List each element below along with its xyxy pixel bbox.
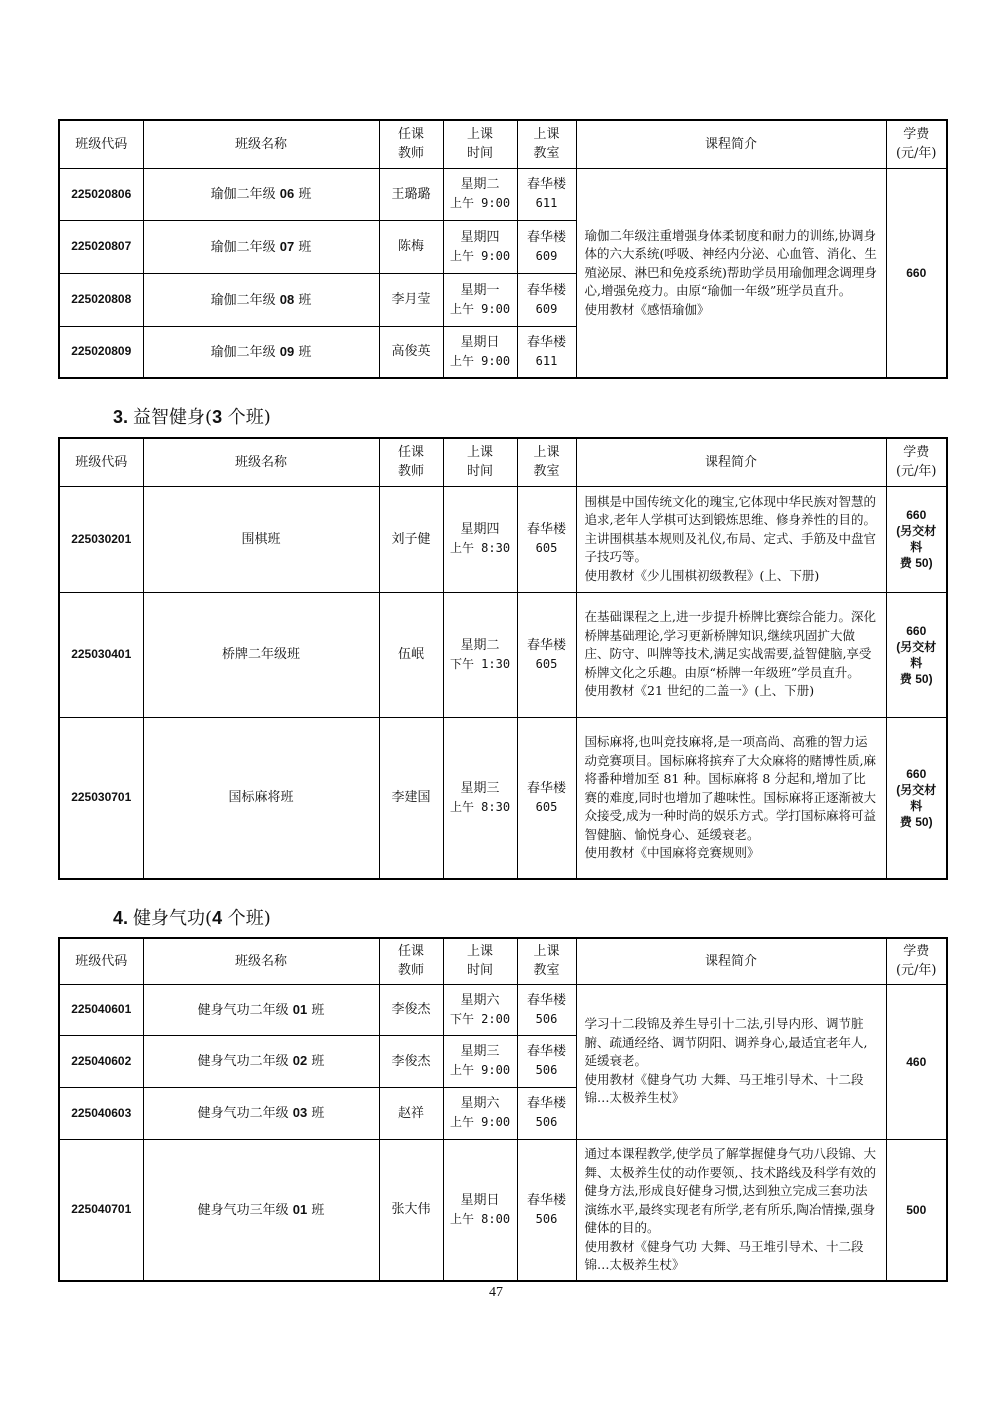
class-name: 瑜伽二年级 06 班 bbox=[143, 168, 379, 220]
teacher: 伍岷 bbox=[379, 592, 443, 717]
teacher: 李俊杰 bbox=[379, 984, 443, 1035]
tuition-fee: 660 (另交材料 费 50) bbox=[886, 717, 947, 879]
classroom: 春华楼 609 bbox=[517, 220, 576, 273]
teacher: 李月莹 bbox=[379, 273, 443, 326]
class-code: 225040603 bbox=[59, 1087, 143, 1139]
header-time: 上课 时间 bbox=[443, 438, 517, 486]
class-name: 桥牌二年级班 bbox=[143, 592, 379, 717]
class-name: 健身气功二年级 01 班 bbox=[143, 984, 379, 1035]
class-code: 225040602 bbox=[59, 1035, 143, 1087]
course-description: 学习十二段锦及养生导引十二法,引导内形、调节脏腑、疏通经络、调节阴阳、调养身心,最适宜老年人,延缓衰老。 使用教材《健身气功 大舞、马王堆引导术、十二段锦…太极养生杖》 bbox=[576, 984, 886, 1139]
table-row bbox=[59, 592, 947, 717]
teacher: 王璐璐 bbox=[379, 168, 443, 220]
schedule: 星期二 上午 9:00 bbox=[443, 168, 517, 220]
class-name: 围棋班 bbox=[143, 486, 379, 592]
course-description: 瑜伽二年级注重增强身体柔韧度和耐力的训练,协调身体的六大系统(呼吸、神经内分泌、心血管、消化、生殖泌尿、淋巴和免疫系统)帮助学员用瑜伽理念调理身心,增强免疫力。由原“瑜伽一年级”班学员直升。 使用教材《感悟瑜伽》 bbox=[576, 168, 886, 378]
tuition-fee: 660 (另交材料 费 50) bbox=[886, 592, 947, 717]
header-fee: 学费 (元/年) bbox=[886, 120, 947, 168]
class-code: 225020807 bbox=[59, 220, 143, 273]
class-name: 健身气功二年级 03 班 bbox=[143, 1087, 379, 1139]
header-name: 班级名称 bbox=[143, 120, 379, 168]
teacher: 赵祥 bbox=[379, 1087, 443, 1139]
class-name: 瑜伽二年级 08 班 bbox=[143, 273, 379, 326]
section-heading-4: 4. 健身气功(4 个班) bbox=[113, 908, 271, 929]
tuition-fee: 660 (另交材料 费 50) bbox=[886, 486, 947, 592]
page-number: 47 bbox=[489, 1285, 503, 1300]
course-description: 国标麻将,也叫竞技麻将,是一项高尚、高雅的智力运动竞赛项目。国标麻将摈弃了大众麻将的赌博性质,麻将番种增加至 81 种。国标麻将 8 分起和,增加了比赛的难度,同时也增加了趣味性。国标麻将正逐渐被大众接受,成为一种时尚的娱乐方式。学打国标麻将可益智健脑、愉悦身心、延缓衰老。 使用教材《中国麻将竞赛规则》 bbox=[576, 717, 886, 879]
schedule: 星期日 上午 9:00 bbox=[443, 326, 517, 378]
schedule: 星期一 上午 9:00 bbox=[443, 273, 517, 326]
header-teacher: 任课 教师 bbox=[379, 120, 443, 168]
table-row bbox=[59, 984, 947, 1035]
class-code: 225030401 bbox=[59, 592, 143, 717]
header-teacher: 任课 教师 bbox=[379, 438, 443, 486]
puzzle-fitness-classes-table bbox=[58, 437, 948, 880]
course-description: 围棋是中国传统文化的瑰宝,它体现中华民族对智慧的追求,老年人学棋可达到锻炼思维、修身养性的目的。主讲围棋基本规则及礼仪,布局、定式、手筋及中盘官子技巧等。 使用教材《少儿围棋初级教程》(上、下册) bbox=[576, 486, 886, 592]
header-fee: 学费 (元/年) bbox=[886, 938, 947, 984]
header-desc: 课程简介 bbox=[576, 438, 886, 486]
schedule: 星期日 上午 8:00 bbox=[443, 1139, 517, 1281]
course-description: 在基础课程之上,进一步提升桥牌比赛综合能力。深化桥牌基础理论,学习更新桥牌知识,继续巩固扩大做庄、防守、叫牌等技术,满足实战需要,益智健脑,享受桥牌文化之乐趣。由原“桥牌一年级班”学员直升。 使用教材《21 世纪的二盖一》(上、下册) bbox=[576, 592, 886, 717]
header-room: 上课 教室 bbox=[517, 938, 576, 984]
yoga-classes-table bbox=[58, 119, 948, 379]
class-code: 225040701 bbox=[59, 1139, 143, 1281]
tuition-fee: 460 bbox=[886, 984, 947, 1139]
teacher: 陈梅 bbox=[379, 220, 443, 273]
classroom: 春华楼 506 bbox=[517, 1139, 576, 1281]
header-name: 班级名称 bbox=[143, 938, 379, 984]
table-header bbox=[59, 938, 947, 984]
table-header bbox=[59, 438, 947, 486]
table-row bbox=[59, 486, 947, 592]
schedule: 星期三 上午 9:00 bbox=[443, 1035, 517, 1087]
tuition-fee: 660 bbox=[886, 168, 947, 378]
table-row bbox=[59, 168, 947, 220]
schedule: 星期四 上午 9:00 bbox=[443, 220, 517, 273]
header-teacher: 任课 教师 bbox=[379, 938, 443, 984]
classroom: 春华楼 506 bbox=[517, 984, 576, 1035]
schedule: 星期三 上午 8:30 bbox=[443, 717, 517, 879]
classroom: 春华楼 605 bbox=[517, 592, 576, 717]
classroom: 春华楼 611 bbox=[517, 326, 576, 378]
class-code: 225020806 bbox=[59, 168, 143, 220]
teacher: 刘子健 bbox=[379, 486, 443, 592]
classroom: 春华楼 609 bbox=[517, 273, 576, 326]
table-header bbox=[59, 120, 947, 168]
classroom: 春华楼 605 bbox=[517, 486, 576, 592]
header-room: 上课 教室 bbox=[517, 438, 576, 486]
header-desc: 课程简介 bbox=[576, 120, 886, 168]
header-time: 上课 时间 bbox=[443, 938, 517, 984]
table-row bbox=[59, 717, 947, 879]
class-name: 国标麻将班 bbox=[143, 717, 379, 879]
header-code: 班级代码 bbox=[59, 120, 143, 168]
class-code: 225040601 bbox=[59, 984, 143, 1035]
schedule: 星期二 下午 1:30 bbox=[443, 592, 517, 717]
header-code: 班级代码 bbox=[59, 438, 143, 486]
tuition-fee: 500 bbox=[886, 1139, 947, 1281]
class-name: 瑜伽二年级 07 班 bbox=[143, 220, 379, 273]
classroom: 春华楼 506 bbox=[517, 1035, 576, 1087]
class-code: 225020808 bbox=[59, 273, 143, 326]
header-time: 上课 时间 bbox=[443, 120, 517, 168]
schedule: 星期六 上午 9:00 bbox=[443, 1087, 517, 1139]
header-code: 班级代码 bbox=[59, 938, 143, 984]
schedule: 星期四 上午 8:30 bbox=[443, 486, 517, 592]
class-name: 健身气功二年级 02 班 bbox=[143, 1035, 379, 1087]
header-fee: 学费 (元/年) bbox=[886, 438, 947, 486]
header-room: 上课 教室 bbox=[517, 120, 576, 168]
schedule: 星期六 下午 2:00 bbox=[443, 984, 517, 1035]
section-heading-3: 3. 益智健身(3 个班) bbox=[113, 407, 271, 428]
table-row bbox=[59, 1139, 947, 1281]
qigong-classes-table bbox=[58, 937, 948, 1282]
course-description: 通过本课程教学,使学员了解掌握健身气功八段锦、大舞、太极养生仗的动作要领,、技术路线及科学有效的健身方法,形成良好健身习惯,达到独立完成三套功法演练水平,最终实现老有所学,老有所乐,陶冶情操,强身健体的目的。 使用教材《健身气功 大舞、马王堆引导术、十二段锦…太极养生杖》 bbox=[576, 1139, 886, 1281]
classroom: 春华楼 611 bbox=[517, 168, 576, 220]
class-name: 健身气功三年级 01 班 bbox=[143, 1139, 379, 1281]
teacher: 高俊英 bbox=[379, 326, 443, 378]
teacher: 李俊杰 bbox=[379, 1035, 443, 1087]
class-code: 225030201 bbox=[59, 486, 143, 592]
teacher: 李建国 bbox=[379, 717, 443, 879]
teacher: 张大伟 bbox=[379, 1139, 443, 1281]
header-name: 班级名称 bbox=[143, 438, 379, 486]
header-desc: 课程简介 bbox=[576, 938, 886, 984]
class-code: 225020809 bbox=[59, 326, 143, 378]
class-code: 225030701 bbox=[59, 717, 143, 879]
classroom: 春华楼 506 bbox=[517, 1087, 576, 1139]
classroom: 春华楼 605 bbox=[517, 717, 576, 879]
class-name: 瑜伽二年级 09 班 bbox=[143, 326, 379, 378]
